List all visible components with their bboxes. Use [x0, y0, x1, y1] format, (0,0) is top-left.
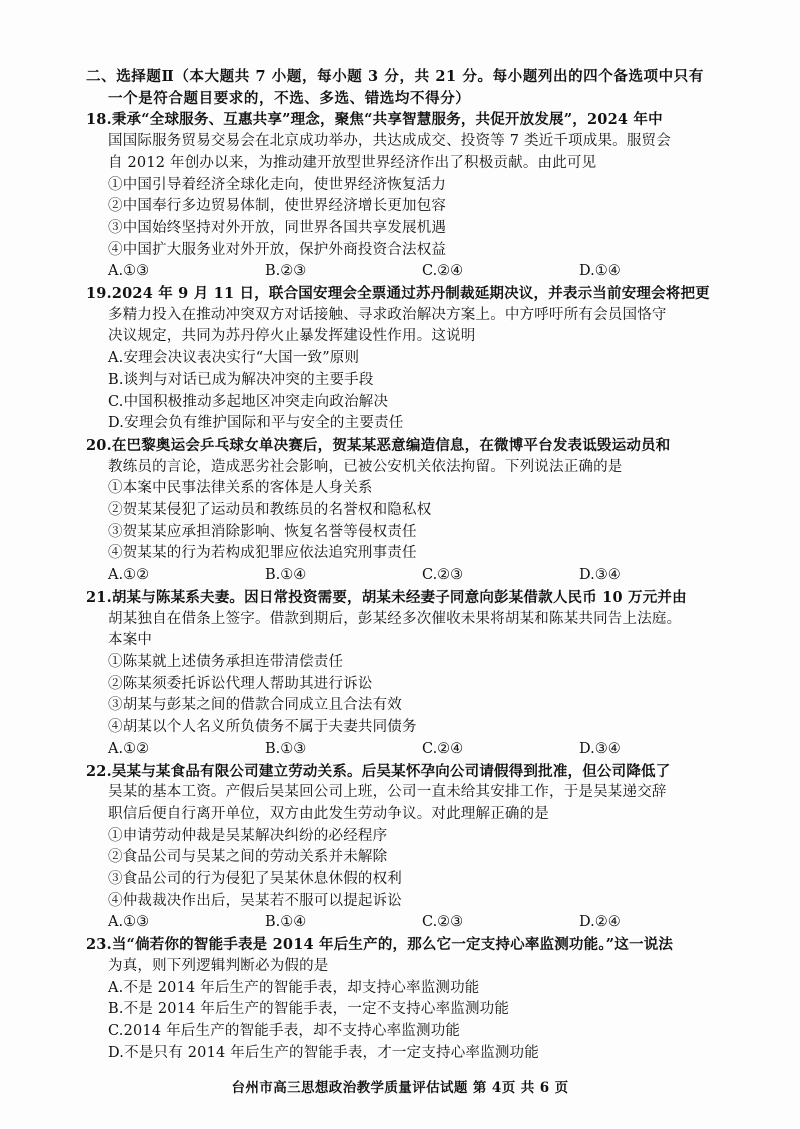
question-list: [86, 109, 736, 1064]
answer-option: ④中国扩大服务业对外开放，保护外商投资合法权益: [108, 241, 447, 258]
question-stem-continued: 职信后便自行离开单位，双方由此发生劳动争议。对此理解正确的是: [108, 805, 549, 822]
choice-option: D.①④: [579, 263, 621, 280]
question-stem: 18.秉承“全球服务、互惠共享”理念，聚焦“共享智慧服务，共促开放发展”，2024 年中: [86, 111, 663, 129]
answer-option: B.谈判与对话已成为解决冲突的主要手段: [108, 371, 374, 388]
answer-option: ③贺某某应承担消除影响、恢复名誉等侵权责任: [108, 523, 417, 540]
question-stem-continued: 为真，则下列逻辑判断必为假的是: [108, 957, 329, 974]
answer-option: ③胡某与彭某之间的借款合同成立且合法有效: [108, 697, 402, 714]
question-stem-continued: 多精力投入在推动冲突双方对话接触、寻求政治解决方案上。中方呼吁所有会员国恪守: [108, 306, 667, 323]
choice-option: D.②④: [579, 914, 621, 931]
answer-option: ①中国引导着经济全球化走向，使世界经济恢复活力: [108, 176, 447, 193]
answer-option: ③食品公司的行为侵犯了吴某休息休假的权利: [108, 871, 402, 888]
choice-row: [86, 739, 736, 761]
question-stem-continued: 决议规定，共同为苏丹停火止暴发挥建设性作用。这说明: [108, 328, 476, 345]
question-stem: 21.胡某与陈某系夫妻。因日常投资需要，胡某未经妻子同意向彭某借款人民币 10 万元并由: [86, 588, 687, 606]
section-title: 二、选择题Ⅱ（本大题共 7 小题，每小题 3 分，共 21 分。每小题列出的四个备选项中只有: [86, 68, 704, 85]
choice-option: C.②③: [422, 914, 464, 931]
answer-option: ④贺某某的行为若构成犯罪应依法追究刑事责任: [108, 545, 417, 562]
answer-option: C.2014 年后生产的智能手表，却不支持心率监测功能: [108, 1022, 461, 1039]
choice-row: [86, 912, 736, 934]
question-stem-continued: 吴某的基本工资。产假后吴某回公司上班，公司一直未给其安排工作，于是吴某递交辞: [108, 784, 667, 801]
question-stem-continued: 本案中: [108, 632, 153, 649]
choice-option: B.①③: [265, 740, 307, 757]
choice-option: B.①④: [265, 567, 307, 584]
answer-option: ②中国奉行多边贸易体制，使世界经济增长更加包容: [108, 198, 447, 215]
question-stem: 20.在巴黎奥运会乒乓球女单决赛后，贺某某恶意编造信息，在微博平台发表诋毁运动员和: [86, 436, 671, 454]
choice-option: D.③④: [579, 567, 621, 584]
answer-option: C.中国积极推动多起地区冲突走向政治解决: [108, 393, 389, 410]
question-stem: 19.2024 年 9 月 11 日，联合国安理会全票通过苏丹制裁延期决议，并表示当前安理会将把更: [86, 285, 710, 303]
question-stem: 22.吴某与某食品有限公司建立劳动关系。后吴某怀孕向公司请假得到批准，但公司降低了: [86, 762, 671, 780]
choice-option: A.①②: [108, 567, 150, 584]
section-title-continued: 一个是符合题目要求的，不选、多选、错选均不得分）: [108, 89, 471, 107]
question-stem-continued: 自 2012 年创办以来，为推动建开放型世界经济作出了积极贡献。由此可见: [108, 154, 597, 171]
answer-option: ②食品公司与吴某之间的劳动关系并未解除: [108, 849, 388, 866]
choice-option: A.①③: [108, 914, 150, 931]
choice-option: C.②④: [422, 263, 464, 280]
question-block: [86, 934, 736, 1064]
answer-option: ②贺某某侵犯了运动员和教练员的名誉权和隐私权: [108, 502, 432, 519]
question-stem-continued: 国国际服务贸易交易会在北京成功举办，共达成成交、投资等 7 类近千项成果。服贸会: [108, 133, 671, 150]
choice-option: C.②③: [422, 567, 464, 584]
choice-option: B.②③: [265, 263, 307, 280]
question-block: [86, 109, 736, 283]
answer-option: A.安理会决议表决实行“大国一致”原则: [108, 350, 360, 367]
answer-option: B.不是 2014 年后生产的智能手表，一定不支持心率监测功能: [108, 1001, 510, 1018]
answer-option: ①本案中民事法律关系的客体是人身关系: [108, 480, 373, 497]
answer-option: ④仲裁裁决作出后，吴某若不服可以提起诉讼: [108, 892, 402, 909]
question-block: [86, 761, 736, 935]
answer-option: D.不是只有 2014 年后生产的智能手表，才一定支持心率监测功能: [108, 1044, 539, 1061]
answer-option: ④胡某以个人名义所负债务不属于夫妻共同债务: [108, 719, 417, 736]
exam-content: [86, 66, 736, 1064]
answer-option: ③中国始终坚持对外开放，同世界各国共享发展机遇: [108, 219, 447, 236]
question-stem-continued: 胡某独自在借条上签字。借款到期后，彭某经多次催收未果将胡某和陈某共同告上法庭。: [108, 610, 682, 627]
choice-row: [86, 261, 736, 283]
answer-option: ①陈某就上述债务承担连带清偿责任: [108, 653, 344, 670]
page-footer: 台州市高三思想政治教学质量评估试题 第 4页 共 6 页: [231, 1080, 569, 1096]
choice-option: A.①③: [108, 263, 150, 280]
choice-option: B.①④: [265, 914, 307, 931]
choice-option: A.①②: [108, 740, 150, 757]
choice-option: D.③④: [579, 740, 621, 757]
question-stem-continued: 教练员的言论，造成恶劣社会影响，已被公安机关依法拘留。下列说法正确的是: [108, 458, 623, 475]
question-block: [86, 435, 736, 587]
question-block: [86, 587, 736, 761]
answer-option: ①申请劳动仲裁是吴某解决纠纷的必经程序: [108, 827, 388, 844]
answer-option: A.不是 2014 年后生产的智能手表，却支持心率监测功能: [108, 979, 480, 996]
choice-option: C.②④: [422, 740, 464, 757]
question-stem: 23.当“倘若你的智能手表是 2014 年后生产的，那么它一定支持心率监测功能。”这一说法: [86, 936, 674, 954]
choice-row: [86, 565, 736, 587]
answer-option: ②陈某须委托诉讼代理人帮助其进行诉讼: [108, 675, 373, 692]
answer-option: D.安理会负有维护国际和平与安全的主要责任: [108, 415, 404, 432]
question-block: [86, 283, 736, 435]
